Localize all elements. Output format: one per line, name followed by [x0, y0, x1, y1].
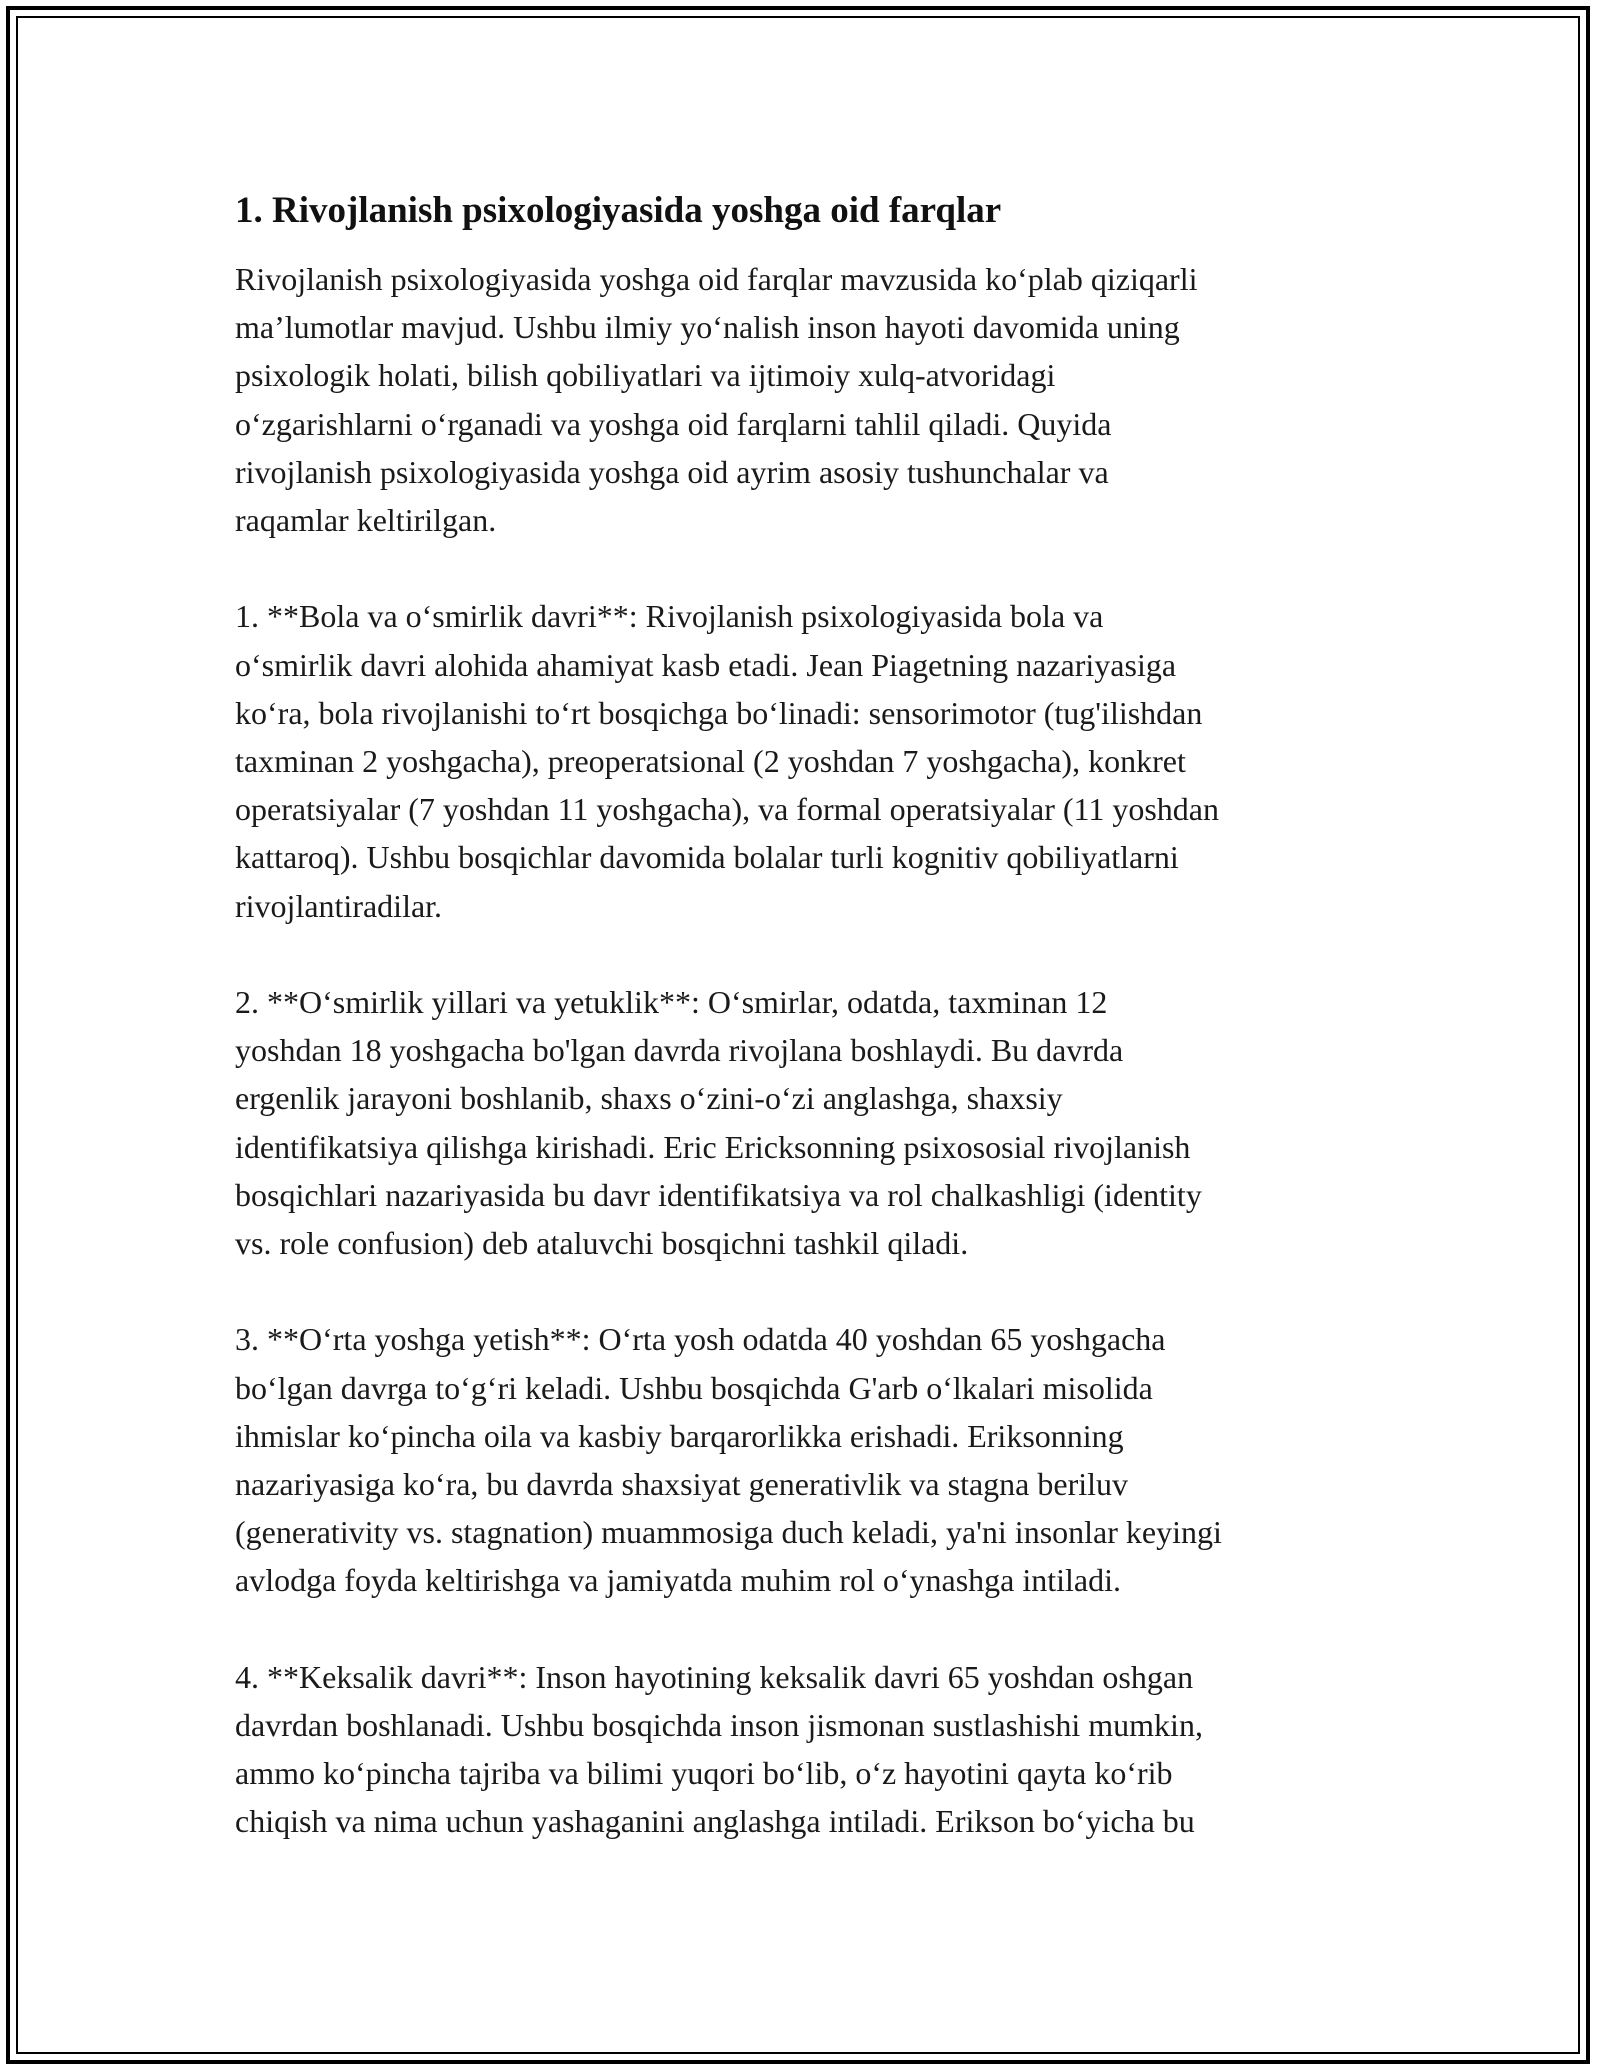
paragraph-middle-age: 3. **O‘rta yoshga yetish**: O‘rta yosh odatda 40 yoshdan 65 yoshgacha bo‘lgan davrga to‘g‘ri keladi. Ushbu bosqichda G'arb o‘lkalari misolida ihmislar ko‘pincha oila va kasbiy barqarorlikka erishadi. Eriksonning nazariyasiga ko‘ra, bu davrda shaxsiyat generativlik va stagna beriluv (generativity vs. stagnation) muammosiga duch keladi, ya'ni insonlar keyingi avlodga foyda keltirishga va jamiyatda muhim rol o‘ynashga intiladi.	[235, 1321, 1222, 1599]
document-title: 1. Rivojlanish psixologiyasida yoshga oid farqlar	[235, 190, 1002, 231]
paragraph-adolescence: 2. **O‘smirlik yillari va yetuklik**: O‘smirlar, odatda, taxminan 12 yoshdan 18 yoshgacha bo'lgan davrda rivojlana boshlaydi. Bu davrda ergenlik jarayoni boshlanib, shaxs o‘zini-o‘zi anglashga, shaxsiy identifikatsiya qilishga kirishadi. Eric Ericksonning psixososial rivojlanish bosqichlari nazariyasida bu davr identifikatsiya va rol chalkashligi (identity vs. role confusion) deb ataluvchi bosqichni tashkil qiladi.	[235, 984, 1202, 1262]
document-body	[235, 185, 1375, 1894]
paragraph-childhood: 1. **Bola va o‘smirlik davri**: Rivojlanish psixologiyasida bola va o‘smirlik davri alohida ahamiyat kasb etadi. Jean Piagetning nazariyasiga ko‘ra, bola rivojlanishi to‘rt bosqichga bo‘linadi: sensorimotor (tug'ilishdan taxminan 2 yoshgacha), preoperatsional (2 yoshdan 7 yoshgacha), konkret operatsiyalar (7 yoshdan 11 yoshgacha), va formal operatsiyalar (11 yoshdan kattaroq). Ushbu bosqichlar davomida bolalar turli kognitiv qobiliyatlarni rivojlantiradilar.	[235, 598, 1219, 924]
paragraph-intro: Rivojlanish psixologiyasida yoshga oid farqlar mavzusida ko‘plab qiziqarli ma’lumotlar mavjud. Ushbu ilmiy yo‘nalish inson hayoti davomida uning psixologik holati, bilish qobiliyatlari va ijtimoiy xulq-atvoridagi o‘zgarishlarni o‘rganadi va yoshga oid farqlarni tahlil qiladi. Quyida rivojlanish psixologiyasida yoshga oid ayrim asosiy tushunchalar va raqamlar keltirilgan.	[235, 261, 1198, 539]
paragraph-old-age: 4. **Keksalik davri**: Inson hayotining keksalik davri 65 yoshdan oshgan davrdan boshlanadi. Ushbu bosqichda inson jismonan sustlashishi mumkin, ammo ko‘pincha tajriba va bilimi yuqori bo‘lib, o‘z hayotini qayta ko‘rib chiqish va nima uchun yashaganini anglashga intiladi. Erikson bo‘yicha bu	[235, 1658, 1203, 1840]
